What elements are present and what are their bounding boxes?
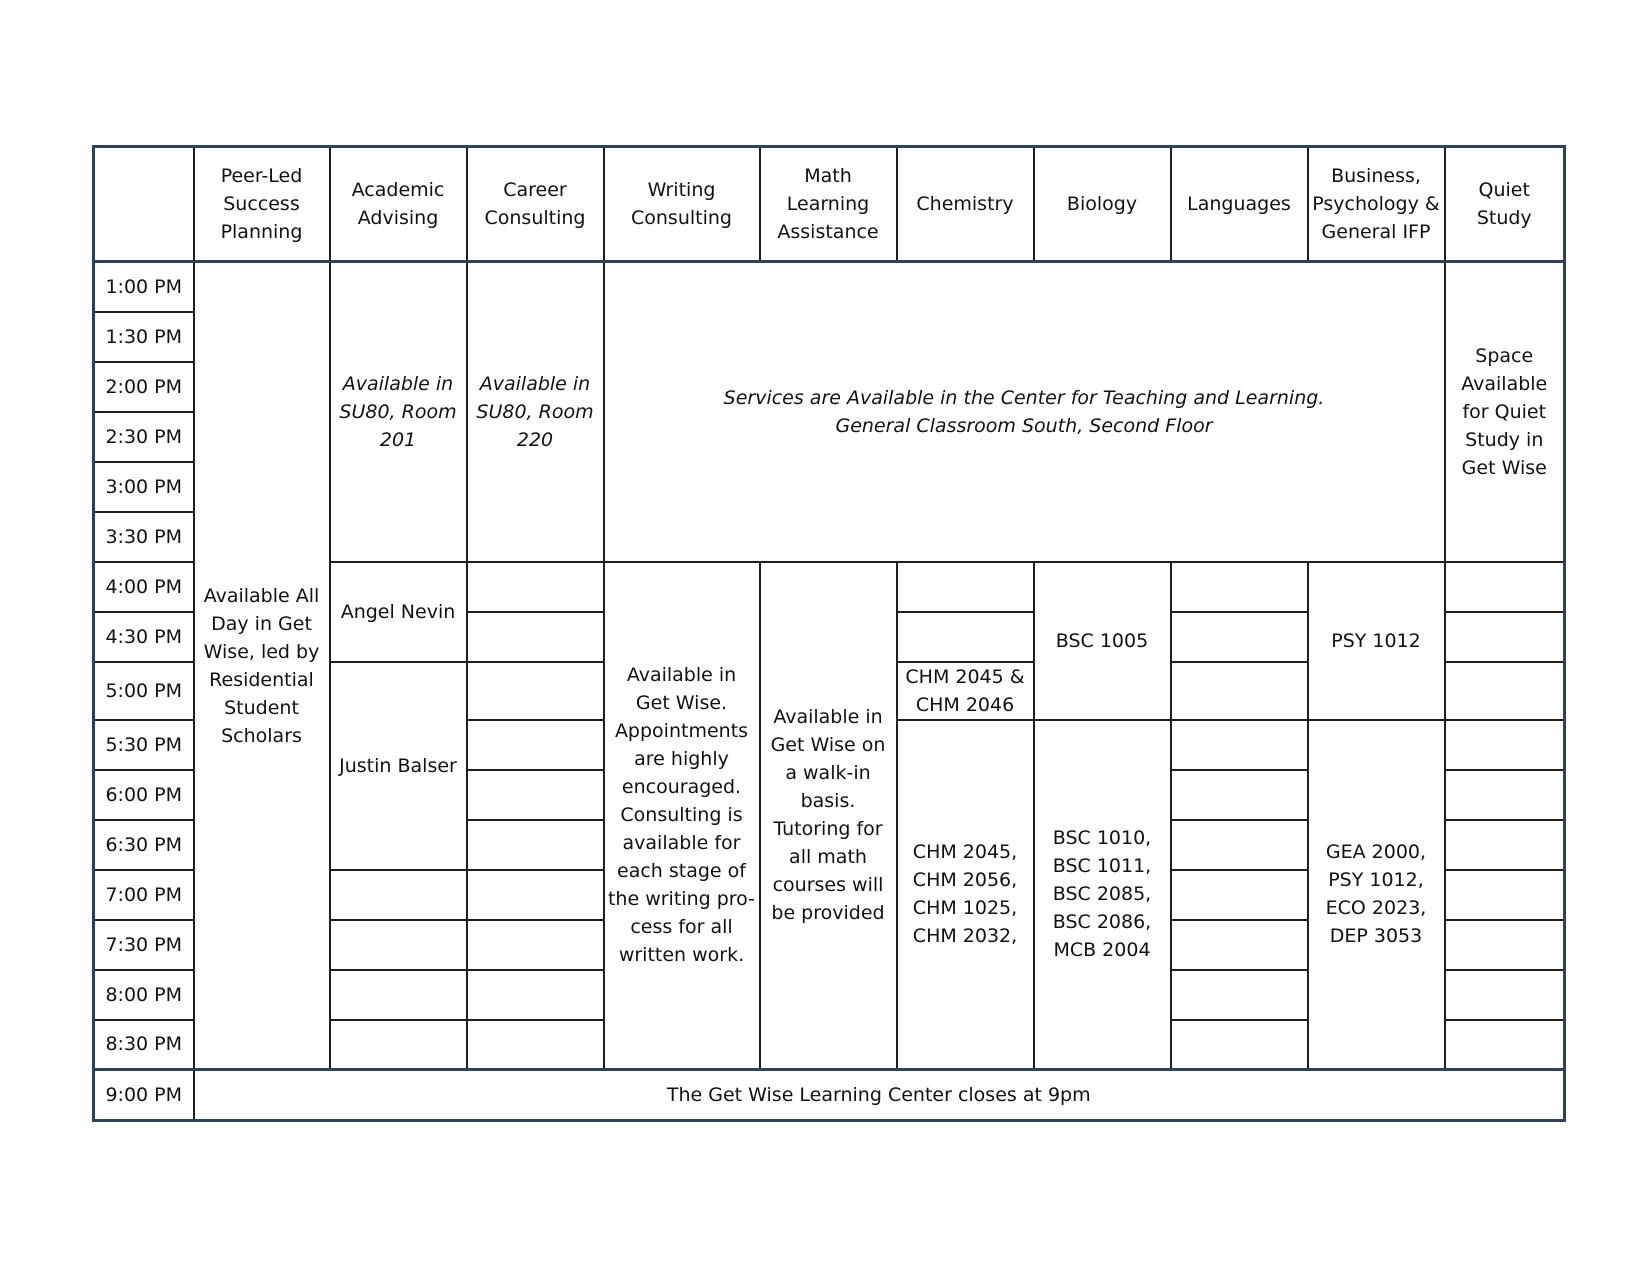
business-early-cell: PSY 1012 [1308,562,1445,720]
quiet-slot [1445,612,1565,662]
advisor-justin-balser: Justin Balser [330,662,467,870]
time-cell: 9:00 PM [94,1070,194,1121]
languages-slot [1171,720,1308,770]
header-row [94,147,1565,262]
time-cell: 2:30 PM [94,412,194,462]
time-cell: 2:00 PM [94,362,194,412]
schedule-table [92,145,1566,1122]
quiet-slot [1445,820,1565,870]
career-slot [467,770,604,820]
time-cell: 3:00 PM [94,462,194,512]
time-cell: 5:30 PM [94,720,194,770]
career-slot [467,612,604,662]
header-quiet-study: Quiet Study [1445,147,1565,262]
quiet-slot [1445,920,1565,970]
header-academic-advising: Academic Advising [330,147,467,262]
languages-slot [1171,612,1308,662]
time-cell: 5:00 PM [94,662,194,720]
advising-slot [330,920,467,970]
time-cell: 3:30 PM [94,512,194,562]
time-cell: 8:00 PM [94,970,194,1020]
header-writing-consulting: Writing Consulting [604,147,760,262]
ctl-location-text: General Classroom South, Second Floor [835,414,1213,437]
row-900 [94,1070,1565,1121]
bio-late-cell: BSC 1010, BSC 1011, BSC 2085, BSC 2086, MCB 2004 [1034,720,1171,1070]
header-business: Business, Psychology & General IFP [1308,147,1445,262]
quiet-slot [1445,662,1565,720]
languages-slot [1171,562,1308,612]
schedule-page [92,145,1566,1122]
business-late-cell: GEA 2000, PSY 1012, ECO 2023, DEP 3053 [1308,720,1445,1070]
header-peer-led: Peer-Led Success Planning [194,147,330,262]
career-slot [467,562,604,612]
header-languages: Languages [1171,147,1308,262]
time-cell: 4:00 PM [94,562,194,612]
quiet-slot [1445,870,1565,920]
career-slot [467,1020,604,1070]
quiet-slot [1445,562,1565,612]
quiet-slot [1445,970,1565,1020]
chem-slot [897,562,1034,612]
quiet-slot [1445,1020,1565,1070]
languages-slot [1171,970,1308,1020]
header-career-consulting: Career Consulting [467,147,604,262]
chem-late-cell: CHM 2045, CHM 2056, CHM 1025, CHM 2032, [897,720,1034,1070]
closing-notice: The Get Wise Learning Center closes at 9pm [194,1070,1565,1121]
bio-early-cell: BSC 1005 [1034,562,1171,720]
advising-location-cell: Available in SU80, Room 201 [330,262,467,562]
time-cell: 6:00 PM [94,770,194,820]
advising-slot [330,870,467,920]
languages-slot [1171,662,1308,720]
time-cell: 1:00 PM [94,262,194,312]
career-slot [467,920,604,970]
languages-slot [1171,1020,1308,1070]
time-cell: 1:30 PM [94,312,194,362]
advisor-angel-nevin: Angel Nevin [330,562,467,662]
advising-slot [330,1020,467,1070]
career-location-cell: Available in SU80, Room 220 [467,262,604,562]
quiet-slot [1445,770,1565,820]
time-cell: 7:30 PM [94,920,194,970]
header-math: Math Learning Assistance [760,147,897,262]
ctl-services-text: Services are Available in the Center for Teaching and Learning. [723,386,1325,409]
quiet-space-cell: Space Available for Quiet Study in Get Wise [1445,262,1565,562]
time-cell: 7:00 PM [94,870,194,920]
languages-slot [1171,820,1308,870]
corner-cell [94,147,194,262]
header-biology: Biology [1034,147,1171,262]
time-cell: 6:30 PM [94,820,194,870]
time-cell: 8:30 PM [94,1020,194,1070]
advising-slot [330,970,467,1020]
time-cell: 4:30 PM [94,612,194,662]
chem-early-cell: CHM 2045 & CHM 2046 [897,662,1034,720]
languages-slot [1171,770,1308,820]
career-slot [467,662,604,720]
languages-slot [1171,870,1308,920]
career-slot [467,970,604,1020]
languages-slot [1171,920,1308,970]
quiet-slot [1445,720,1565,770]
writing-getwise-cell: Available in Get Wise. Appointments are highly encouraged. Consulting is available for each stage of the writing pro-cess for all written work. [604,562,760,1070]
chem-slot [897,612,1034,662]
ctl-services-cell [604,262,1445,562]
header-chemistry: Chemistry [897,147,1034,262]
row-100 [94,262,1565,312]
career-slot [467,820,604,870]
math-getwise-cell: Available in Get Wise on a walk-in basis. Tutoring for all math courses will be provided [760,562,897,1070]
career-slot [467,870,604,920]
peer-led-cell: Available All Day in Get Wise, led by Residential Student Scholars [194,262,330,1070]
career-slot [467,720,604,770]
